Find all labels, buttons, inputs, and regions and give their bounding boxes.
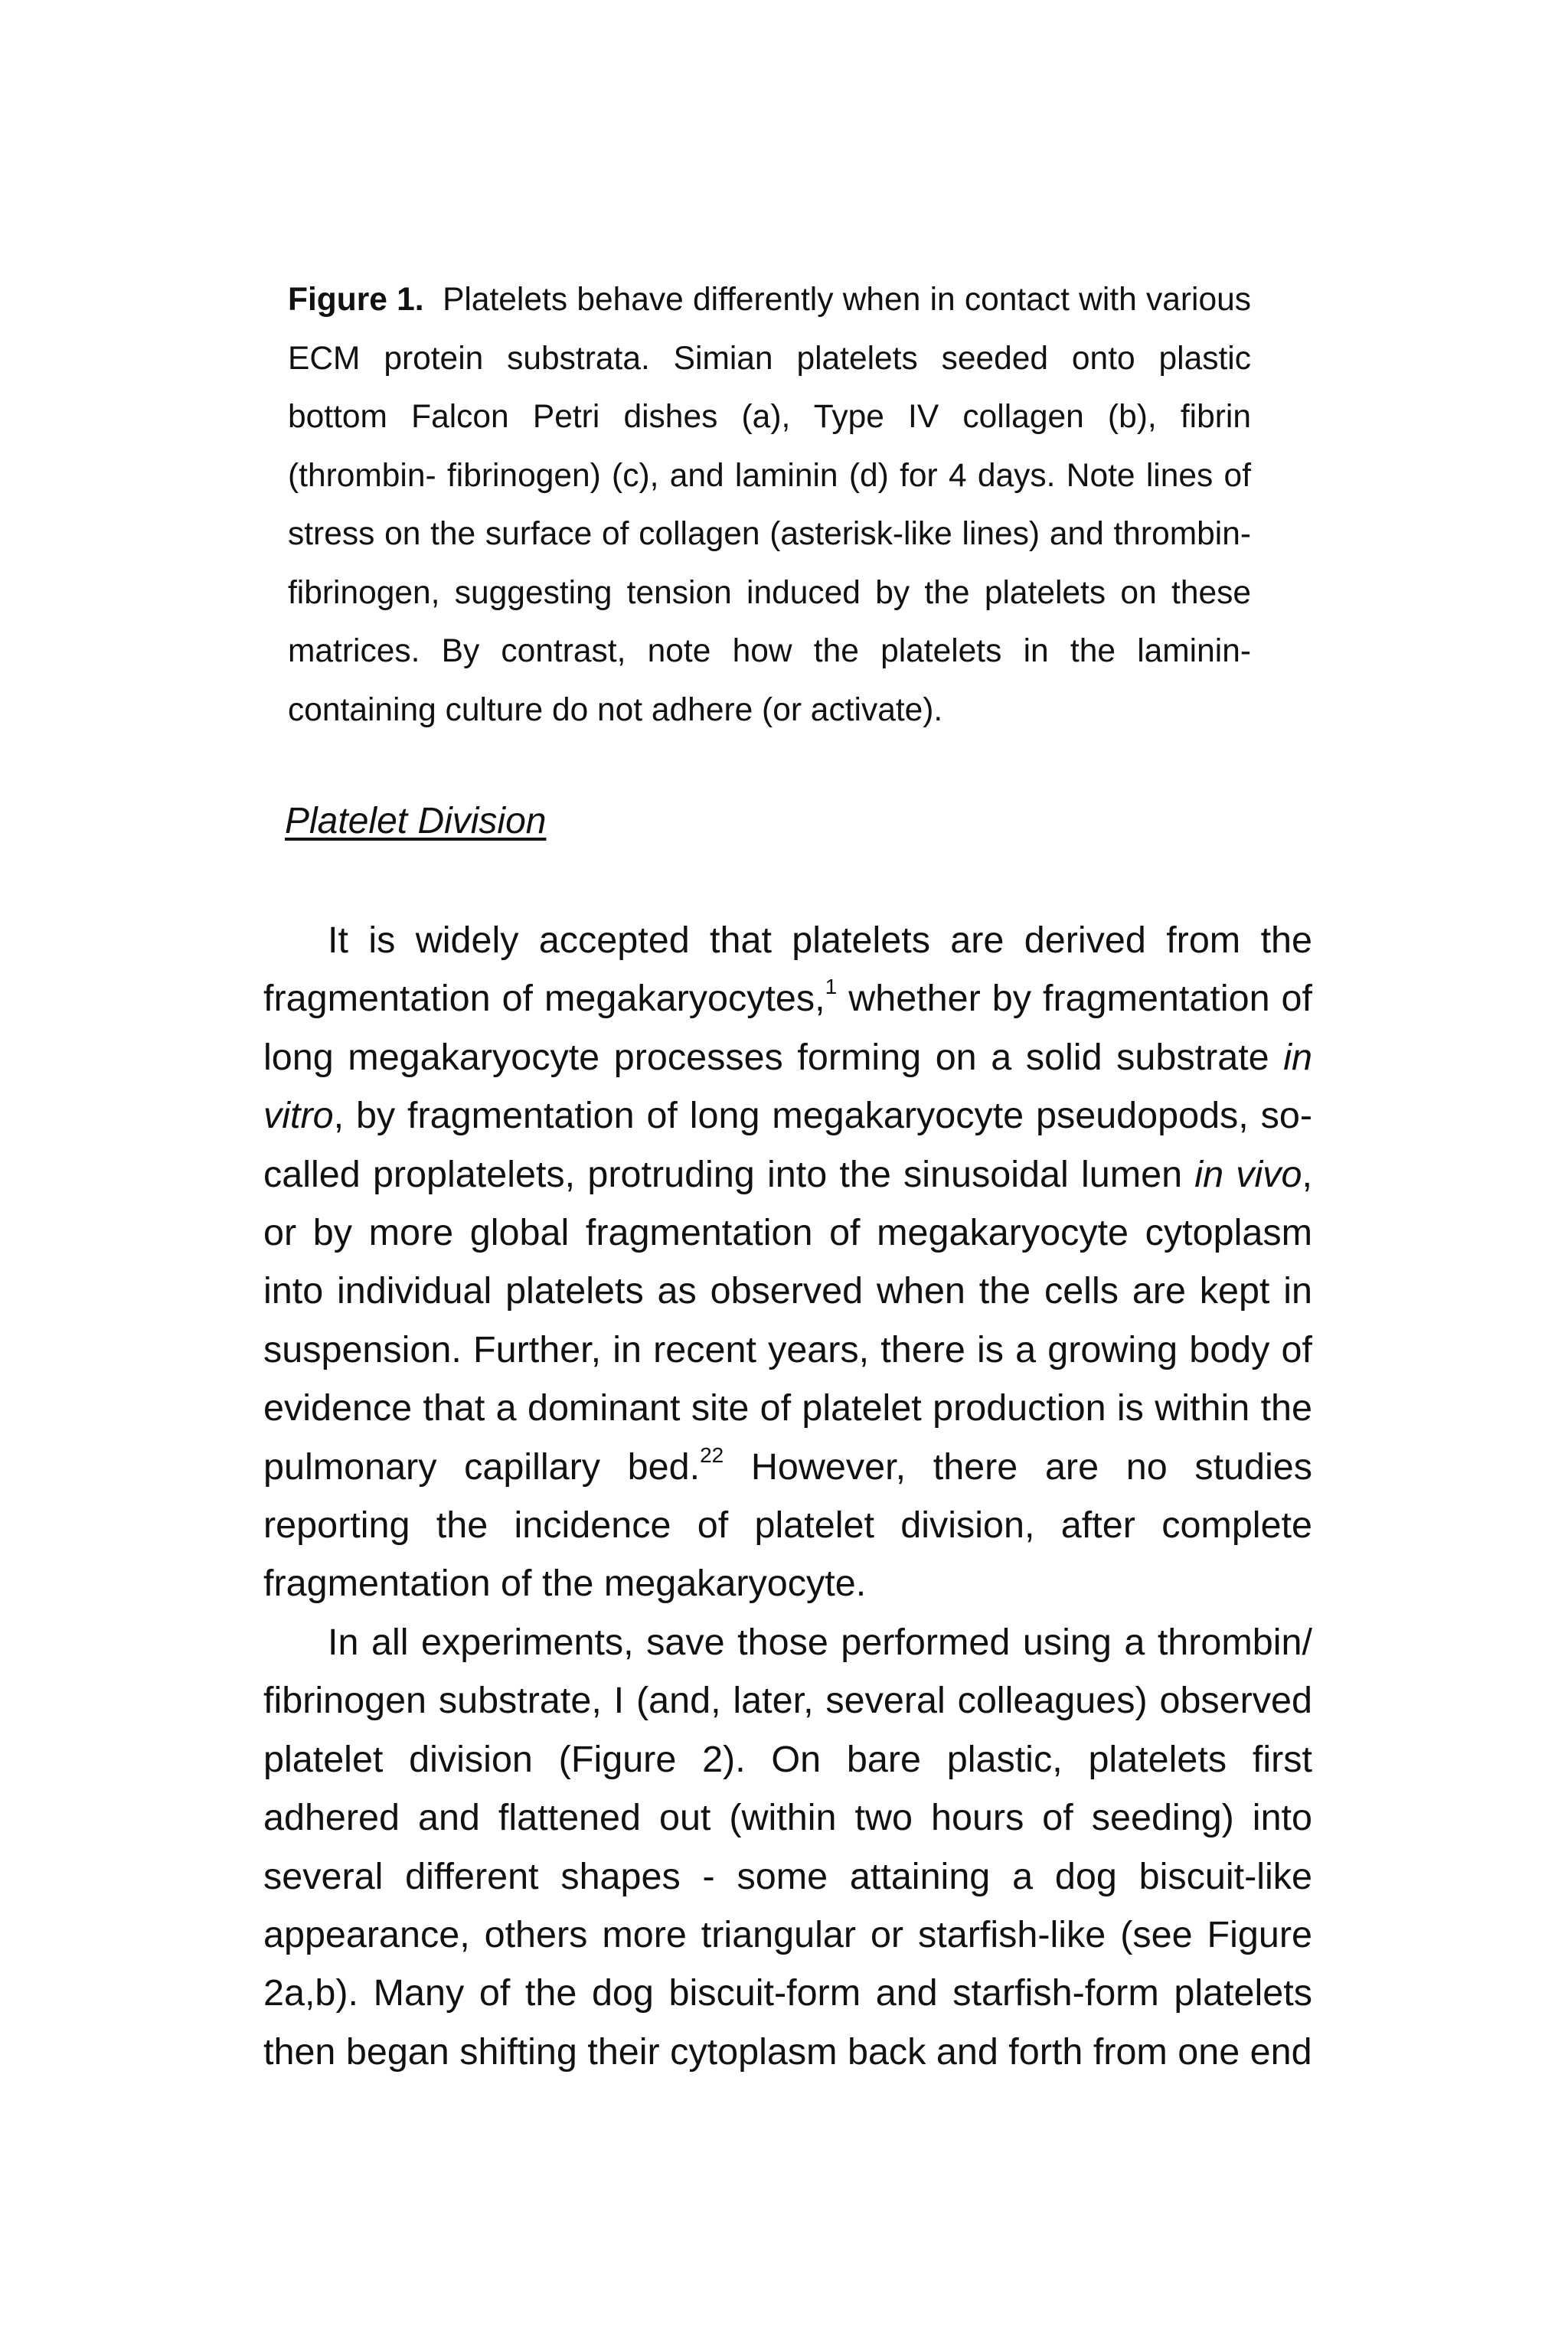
paragraph-2: In all experiments, save those performed using a thrombin/ fibrinogen substrate, I (and, later, several colleagues) observed platelet division (Figure 2). On bare plastic, platelets first adhered and flattened out (within two hours of seeding) into several different shapes - some attaining a dog biscuit-like appearance, others more triangular or starfish-like (see Figure 2a,b). Many of the dog biscuit-form and starfish-form platelets then began shifting their cytoplasm back and forth from one end: [263, 1621, 1312, 2073]
figure-caption-text: Platelets behave differently when in contact with various ECM protein substrata. Simian platelets seeded onto plastic bottom Falcon Petri dishes (a), Type IV collagen (b), fibrin (thrombin- fibrinogen) (c), and laminin (d) for 4 days. Note lines of stress on the surface of collagen (asterisk-like lines) and thrombin-fibrinogen, suggesting tension induced by the platelets on these matrices. By contrast, note how the platelets in the laminin-containing culture do not adhere (or activate).: [288, 282, 1251, 728]
paragraph-1: [263, 911, 1312, 1613]
italic-in-vivo: in vivo: [1194, 1153, 1302, 1195]
paragraph-1-text-b: whether by fragmentation of long megakaryocyte processes forming on a solid substrate: [263, 978, 1312, 1078]
figure-caption: [288, 271, 1251, 740]
body-text: [263, 911, 1312, 2081]
paragraph-1-text-c: , by fragmentation of long megakaryocyte pseudopods, so-called proplatelets, protruding into the sinusoidal lumen: [263, 1095, 1312, 1195]
paragraph-1-text-e: However, there are no studies reporting the incidence of platelet division, after complete fragmentation of the megakaryocyte.: [263, 1446, 1312, 1605]
reference-1: 1: [825, 975, 838, 999]
section-heading: Platelet Division: [285, 801, 547, 841]
reference-22: 22: [700, 1442, 724, 1467]
paragraph-1-text-d: , or by more global fragmentation of megakaryocyte cytoplasm into individual platelets as observed when the cells are kept in suspension. Further, in recent years, there is a growing body of evidence that a dominant site of platelet production is within the pulmonary capillary bed.: [263, 1153, 1312, 1488]
figure-label: Figure 1.: [288, 282, 424, 318]
paragraph-1-text-a: It is widely accepted that platelets are derived from the fragmentation of megakaryocytes,: [263, 920, 1312, 1020]
italic-in-vitro: in vitro: [263, 1036, 1312, 1137]
